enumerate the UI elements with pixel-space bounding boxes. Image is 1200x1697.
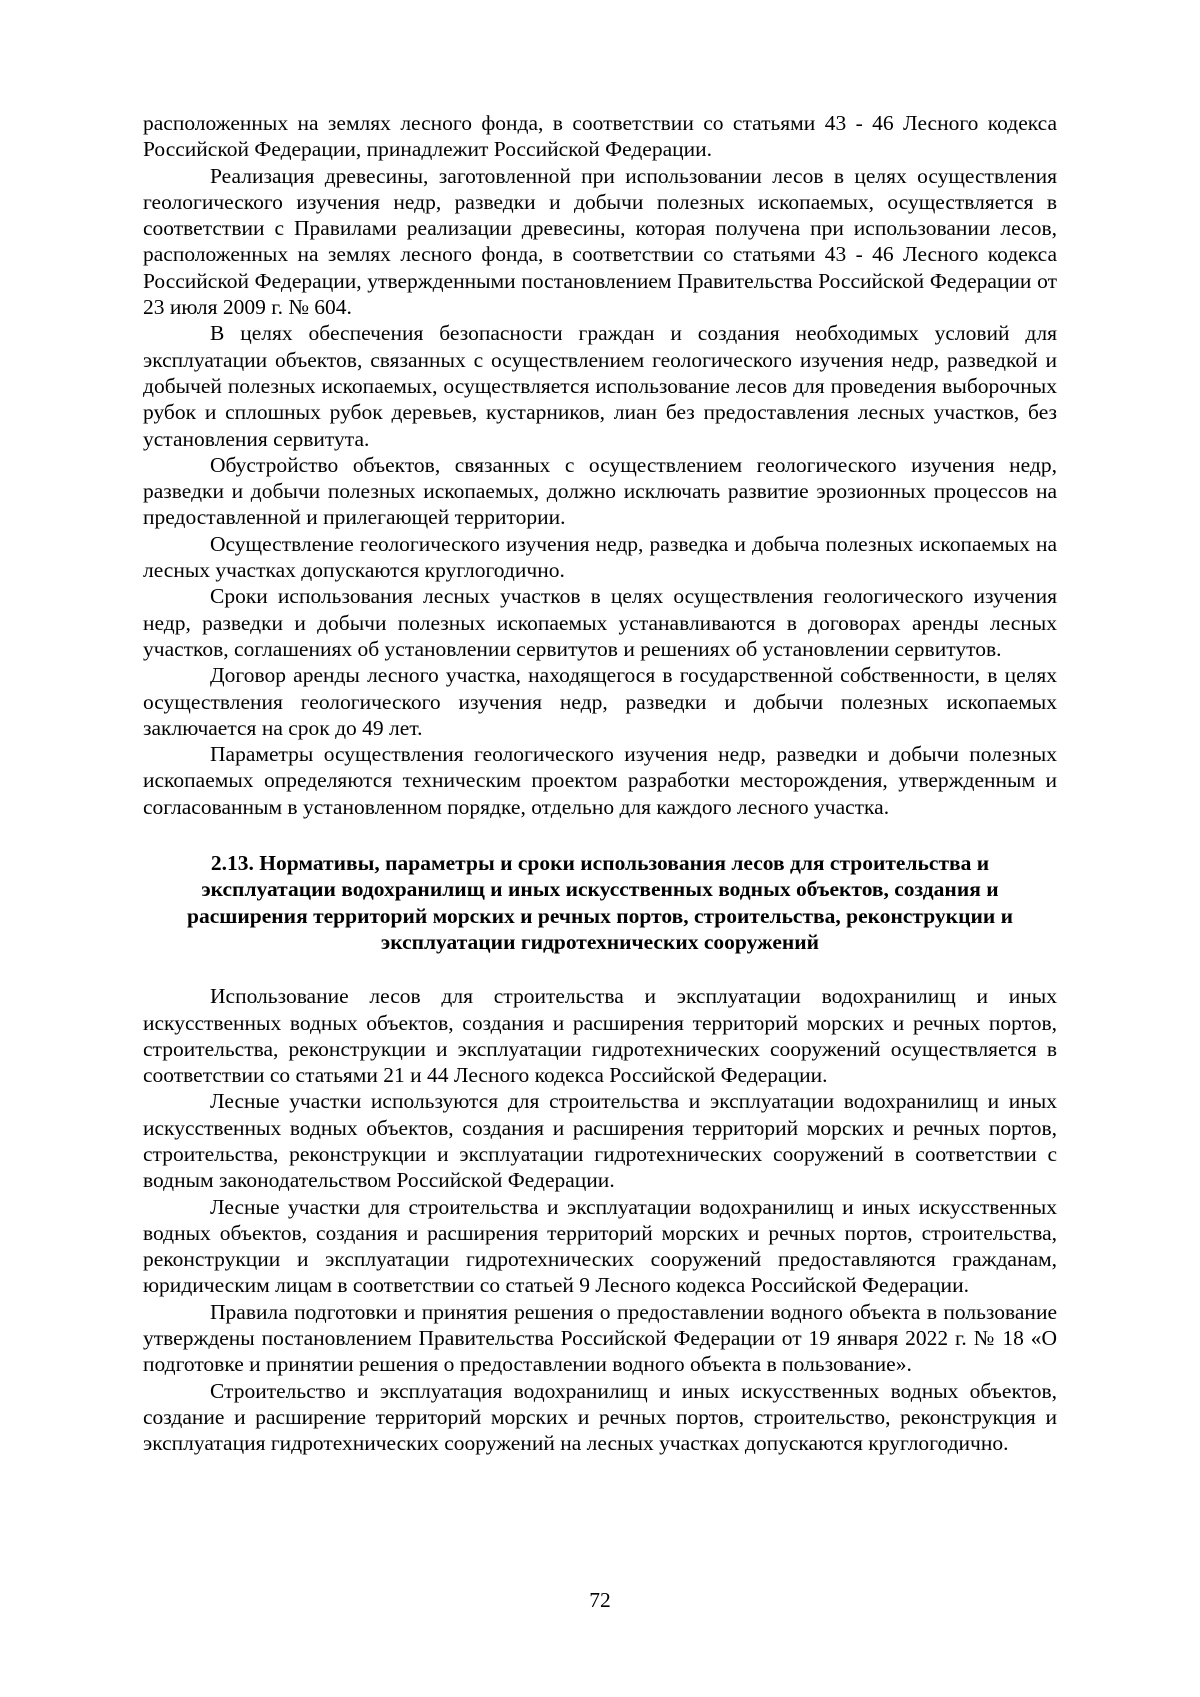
paragraph: Параметры осуществления геологического изучения недр, разведки и добычи полезных ископаемых определяются техническим проектом разработки месторождения, утвержденным и согласованным в установленном порядке, отдельно для каждого лесного участка. [143, 742, 1057, 819]
paragraph: Использование лесов для строительства и эксплуатации водохранилищ и иных искусственных водных объектов, создания и расширения территорий морских и речных портов, строительства, реконструкции и эксплуатации гидротехнических сооружений осуществляется в соответствии со статьями 21 и 44 Лесного кодекса Российской Федерации. [143, 984, 1057, 1088]
paragraph: Осуществление геологического изучения недр, разведка и добыча полезных ископаемых на лесных участках допускаются круглогодично. [143, 531, 1057, 583]
paragraph: Реализация древесины, заготовленной при использовании лесов в целях осуществления геологического изучения недр, разведки и добычи полезных ископаемых, осуществляется в соответствии с Правилами реализации древесины, которая получена при использовании лесов, расположенных на землях лесного фонда, в соответствии со статьями 43 - 46 Лесного кодекса Российской Федерации, утвержденными постановлением Правительства Российской Федерации от 23 июля 2009 г. № 604. [143, 163, 1057, 320]
paragraph: Сроки использования лесных участков в целях осуществления геологического изучения недр, разведки и добычи полезных ископаемых устанавливаются в договорах аренды лесных участков, соглашениях об установлении сервитутов и решениях об установлении сервитутов. [143, 584, 1057, 661]
paragraph: расположенных на землях лесного фонда, в соответствии со статьями 43 - 46 Лесного кодекса Российской Федерации, принадлежит Российской Федерации. [143, 111, 1057, 162]
paragraph: Правила подготовки и принятия решения о предоставлении водного объекта в пользование утверждены постановлением Правительства Российской Федерации от 19 января 2022 г. № 18 «О подготовке и принятии решения о предоставлении водного объекта в пользование». [143, 1299, 1057, 1377]
paragraph: Строительство и эксплуатация водохранилищ и иных искусственных водных объектов, создание и расширение территорий морских и речных портов, строительство, реконструкция и эксплуатация гидротехнических сооружений на лесных участках допускаются круглогодично. [143, 1378, 1057, 1456]
paragraph: Договор аренды лесного участка, находящегося в государственной собственности, в целях осуществления геологического изучения недр, разведки и добычи полезных ископаемых заключается на срок до 49 лет. [143, 663, 1057, 740]
section-heading-line: эксплуатации гидротехнических сооружений [380, 929, 820, 954]
paragraph: Лесные участки для строительства и эксплуатации водохранилищ и иных искусственных водных объектов, создания и расширения территорий морских и речных портов, строительства, реконструкции и эксплуатации гидротехнических сооружений предоставляются гражданам, юридическим лицам в соответствии со статьей 9 Лесного кодекса Российской Федерации. [143, 1194, 1057, 1298]
section-heading [143, 850, 1057, 955]
document-page [143, 110, 1057, 1457]
page-number: 72 [589, 1588, 611, 1612]
paragraph: Лесные участки используются для строительства и эксплуатации водохранилищ и иных искусственных водных объектов, создания и расширения территорий морских и речных портов, строительства, реконструкции и эксплуатации гидротехнических сооружений в соответствии с водным законодательством Российской Федерации. [143, 1089, 1057, 1193]
section-heading-line: 2.13. Нормативы, параметры и сроки использования лесов для строительства и [210, 851, 990, 876]
section-heading-line: расширения территорий морских и речных портов, строительства, реконструкции и [187, 903, 1013, 928]
section-heading-line: эксплуатации водохранилищ и иных искусственных водных объектов, создания и [201, 877, 999, 902]
paragraph: Обустройство объектов, связанных с осуществлением геологического изучения недр, разведки и добычи полезных ископаемых, должно исключать развитие эрозионных процессов на предоставленной и прилегающей территории. [143, 452, 1057, 530]
paragraph: В целях обеспечения безопасности граждан и создания необходимых условий для эксплуатации объектов, связанных с осуществлением геологического изучения недр, разведкой и добычей полезных ископаемых, осуществляется использование лесов для проведения выборочных рубок и сплошных рубок деревьев, кустарников, лиан без предоставления лесных участков, без установления сервитута. [143, 321, 1057, 451]
